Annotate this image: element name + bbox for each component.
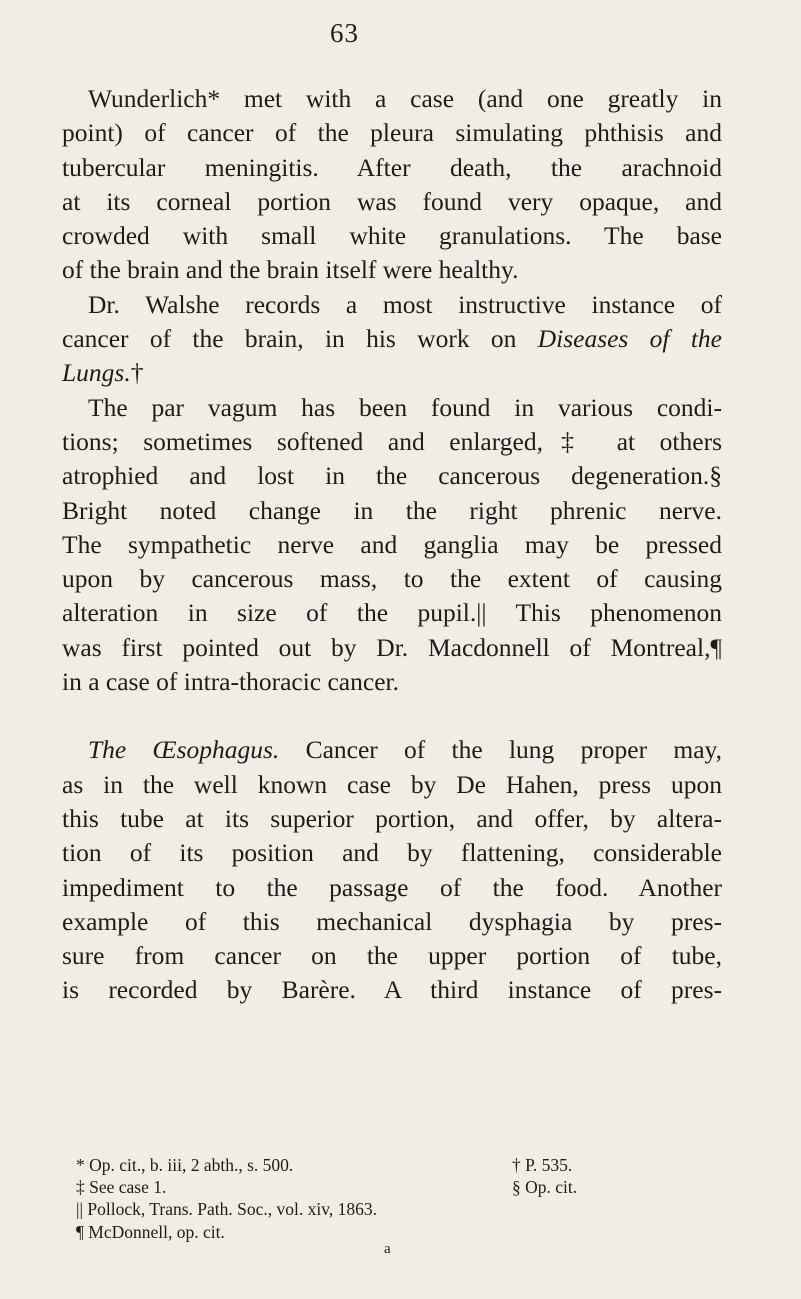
footnote (76, 1176, 716, 1198)
signature-mark: a (384, 1241, 391, 1257)
text-line (62, 425, 722, 459)
text-line (62, 459, 722, 493)
text-line (62, 116, 722, 150)
footnote-text: || Pollock, Trans. Path. Soc., vol. xiv, 1863. (76, 1199, 377, 1220)
text-line (62, 151, 722, 185)
text-line (62, 253, 722, 287)
body-text (62, 82, 722, 1008)
text-run: in a case of intra-thoracic cancer. (62, 667, 399, 697)
text-line (62, 939, 722, 973)
footnote-text: ¶ McDonnell, op. cit. (76, 1221, 225, 1242)
text-run: at its corneal portion was found very opaque, and (62, 186, 722, 216)
text-run: point) of cancer of the pleura simulating phthisis and (62, 118, 722, 148)
text-run: Wunderlich* met with a case (and one greatly in (88, 84, 722, 113)
text-run: was first pointed out by Dr. Macdonnell of Montreal,¶ (62, 632, 722, 662)
text-line (62, 82, 722, 116)
text-line (62, 836, 722, 870)
text-line (62, 562, 722, 596)
text-line (62, 631, 722, 665)
text-run: as in the well known case by De Hahen, press upon (62, 769, 722, 799)
text-run: example of this mechanical dysphagia by pres- (62, 906, 722, 936)
footnote (76, 1154, 716, 1176)
text-line (62, 596, 722, 630)
page-number: 63 (330, 18, 359, 48)
paragraph-gap (62, 699, 722, 733)
text-line (62, 733, 722, 767)
italic-text: Diseases of the (537, 324, 722, 354)
text-run: of the brain and the brain itself were healthy. (62, 255, 519, 285)
text-line (62, 665, 722, 699)
text-line (62, 973, 722, 1007)
text-line (62, 391, 722, 425)
text-run: tubercular meningitis. After death, the arachnoid (62, 152, 722, 182)
footnote (76, 1221, 716, 1243)
text-run: crowded with small white granulations. The base (62, 221, 722, 251)
text-line (62, 802, 722, 836)
text-line (62, 288, 722, 322)
text-line (62, 494, 722, 528)
text-line (62, 322, 722, 356)
footnote-text: * Op. cit., b. iii, 2 abth., s. 500. (76, 1155, 294, 1175)
footnotes (76, 1154, 716, 1243)
text-run: tion of its position and by flattening, considerable (62, 838, 722, 868)
footnote-text: † P. 535. (512, 1155, 573, 1175)
text-run: Cancer of the lung proper may, (279, 735, 722, 765)
text-run: † (130, 358, 144, 388)
text-line (62, 356, 722, 390)
italic-text: Lungs. (62, 358, 131, 388)
text-run: atrophied and lost in the cancerous degeneration.§ (62, 461, 722, 491)
footnote-text: § Op. cit. (512, 1177, 578, 1198)
text-run: The par vagum has been found in various condi- (88, 392, 722, 422)
text-run: is recorded by Barère. A third instance of pres- (62, 975, 722, 1005)
text-line (62, 768, 722, 802)
text-line (62, 528, 722, 562)
footnote-text: ‡ See case 1. (76, 1177, 167, 1198)
text-run: tions; sometimes softened and enlarged,‡ at others (62, 426, 722, 456)
text-run: upon by cancerous mass, to the extent of causing (62, 564, 722, 594)
text-run: impediment to the passage of the food. Another (62, 872, 722, 902)
text-line (62, 905, 722, 939)
text-run: Dr. Walshe records a most instructive instance of (88, 289, 722, 319)
text-run: sure from cancer on the upper portion of tube, (62, 941, 722, 971)
italic-text: The Œsophagus. (88, 735, 280, 765)
text-line (62, 185, 722, 219)
text-run: Bright noted change in the right phrenic nerve. (62, 495, 722, 525)
text-run: The sympathetic nerve and ganglia may be pressed (62, 529, 722, 559)
text-run: alteration in size of the pupil.|| This phenomenon (62, 598, 722, 628)
text-line (62, 219, 722, 253)
text-line (62, 871, 722, 905)
text-run: this tube at its superior portion, and offer, by altera- (62, 803, 722, 833)
footnote (76, 1198, 716, 1220)
text-run: cancer of the brain, in his work on (62, 324, 538, 354)
